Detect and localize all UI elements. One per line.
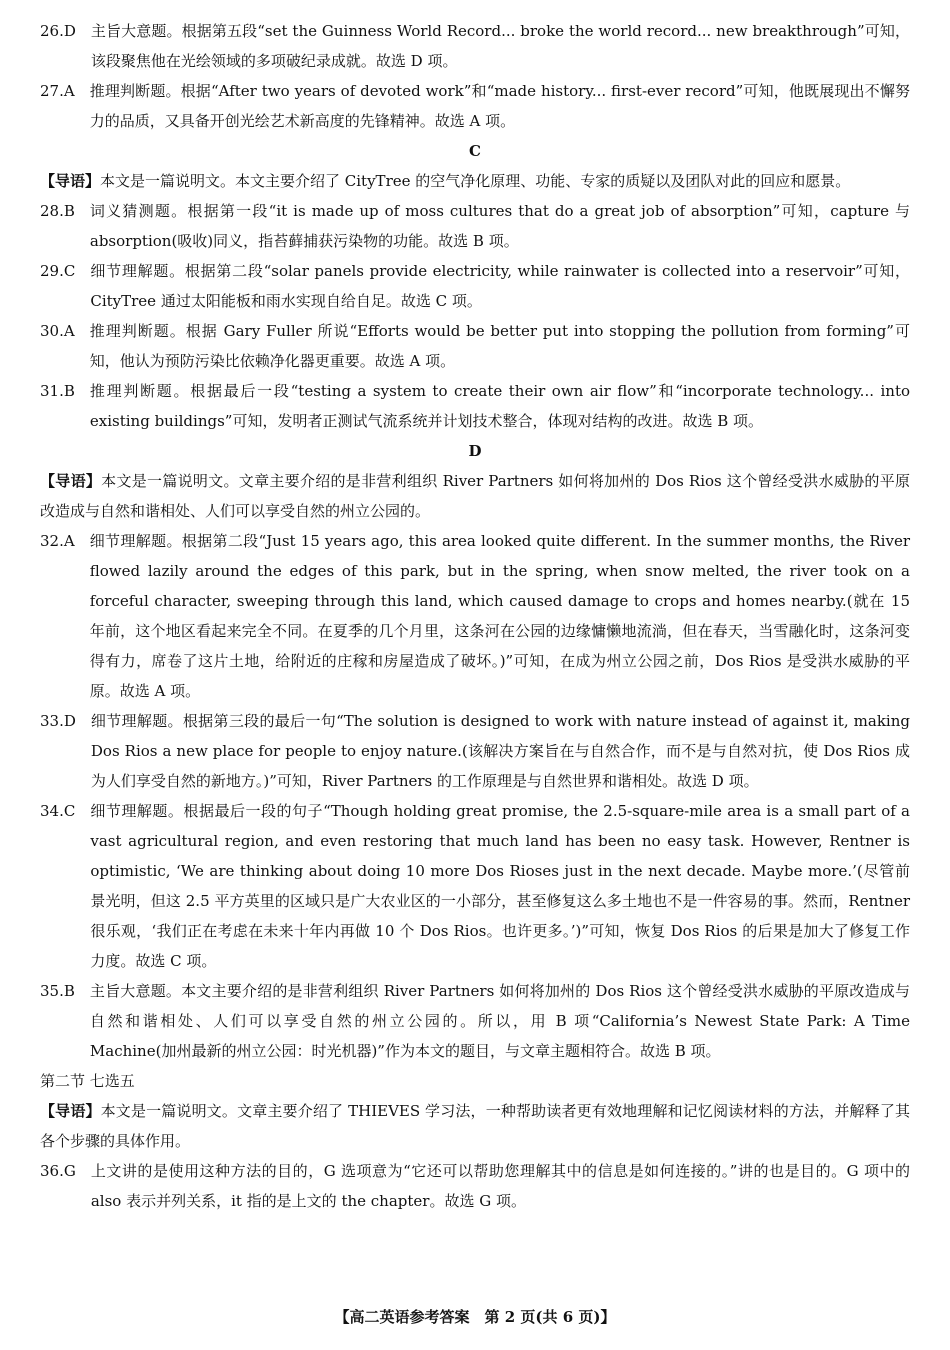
answer-item — [40, 256, 910, 316]
answer-explanation: 细节理解题。根据第二段“Just 15 years ago, this area looked quite different. In the summer months, the River flowed lazily around the edges of this park, but in the spring, when snow melted, the river took on a forceful character, sweeping through this land, which caused damage to crops and homes nearby.(就在 15 年前，这个地区看起来完全不同。在夏季的几个月里，这条河在公园的边缘慵懒地流淌，但在春天，当雪融化时，这条河变得有力，席卷了这片土地，给附近的庄稼和房屋造成了破坏。)”可知，在成为州立公园之前，Dos Rios 是受洪水威胁的平原。故选 A 项。 — [89, 532, 910, 700]
answer-explanation: 细节理解题。根据第三段的最后一句“The solution is designed to work with nature instead of against it, making Dos Rios a new place for people to enjoy nature.(该解决方案旨在与自然合作，而不是与自然对抗，使 Dos Rios 成为人们享受自然的新地方。)”可知，River Partners 的工作原理是与自然世界和谐相处。故选 D 项。 — [90, 712, 910, 790]
answer-number: 26.D — [40, 22, 91, 40]
answer-explanation: 细节理解题。根据最后一段的句子“Though holding great promise, the 2.5-square-mile area is a small part of a vast agricultural region, and even restoring that much land has been no easy task. However, Rentner is optimistic, ‘We are thinking about doing 10 more Dos Rioses just in the next decade. Maybe more.’(尽管前景光明，但这 2.5 平方英里的区域只是广大农业区的一小部分，甚至修复这么多土地也不是一件容易的事。然而，Rentner 很乐观，‘我们正在考虑在未来十年内再做 10 个 Dos Rios。也许更多。’)”可知，恢复 Dos Rios 的后果是加大了修复工作力度。故选 C 项。 — [90, 802, 910, 970]
answer-number: 29.C — [40, 262, 91, 280]
guide-tag: 【导语】 — [40, 172, 101, 190]
answer-explanation: 词义猜测题。根据第一段“it is made up of moss cultures that do a great job of absorption”可知，capture 与 absorption(吸收)同义，指苔藓捕获污染物的功能。故选 B 项。 — [89, 202, 910, 250]
answer-explanation: 推理判断题。根据 Gary Fuller 所说“Efforts would be better put into stopping the pollution from forming”可知，他认为预防污染比依赖净化器更重要。故选 A 项。 — [89, 322, 910, 370]
answer-item — [40, 976, 910, 1066]
answer-number: 33.D — [40, 712, 91, 730]
answer-content — [40, 16, 910, 1216]
answer-item — [40, 706, 910, 796]
answer-number: 30.A — [40, 322, 90, 340]
answer-explanation: 细节理解题。根据第二段“solar panels provide electricity, while rainwater is collected into a reservoir”可知，CityTree 通过太阳能板和雨水实现自给自足。故选 C 项。 — [90, 262, 910, 310]
answer-item — [40, 76, 910, 136]
guide-paragraph — [40, 466, 910, 526]
answer-item — [40, 16, 910, 76]
guide-text: 本文是一篇说明文。本文主要介绍了 CityTree 的空气净化原理、功能、专家的质疑以及团队对此的回应和愿景。 — [100, 172, 851, 190]
answer-explanation: 上文讲的是使用这种方法的目的，G 选项意为“它还可以帮助您理解其中的信息是如何连接的。”讲的也是目的。G 项中的 also 表示并列关系，it 指的是上文的 the chapter。故选 G 项。 — [90, 1162, 910, 1210]
answer-explanation: 推理判断题。根据最后一段“testing a system to create their own air flow”和“incorporate technology... into existing buildings”可知，发明者正测试气流系统并计划技术整合，体现对结构的改进。故选 B 项。 — [89, 382, 910, 430]
answer-number: 36.G — [40, 1162, 91, 1180]
answer-explanation: 推理判断题。根据“After two years of devoted work”和“made history... first-ever record”可知，他既展现出不懈努力的品质，又具备开创光绘艺术新高度的先锋精神。故选 A 项。 — [89, 82, 910, 130]
answer-item — [40, 526, 910, 706]
answer-number: 32.A — [40, 532, 90, 550]
answer-item — [40, 376, 910, 436]
section-heading: C — [469, 142, 481, 160]
guide-tag: 【导语】 — [40, 472, 102, 490]
answer-number: 34.C — [40, 802, 91, 820]
answer-item — [40, 196, 910, 256]
answer-number: 28.B — [40, 202, 90, 220]
page-footer: 【高二英语参考答案 第 2 页(共 6 页)】 — [334, 1308, 616, 1326]
answer-explanation: 主旨大意题。根据第五段“set the Guinness World Record... broke the world record... new breakthrough”可知，该段聚焦他在光绘领域的多项破纪录成就。故选 D 项。 — [90, 22, 910, 70]
guide-paragraph — [40, 166, 910, 196]
answer-number: 35.B — [40, 982, 90, 1000]
guide-text: 本文是一篇说明文。文章主要介绍了 THIEVES 学习法，一种帮助读者更有效地理解和记忆阅读材料的方法，并解释了其各个步骤的具体作用。 — [40, 1102, 910, 1150]
subsection-title: 第二节 七选五 — [40, 1072, 135, 1090]
guide-tag: 【导语】 — [40, 1102, 101, 1120]
answer-item — [40, 316, 910, 376]
guide-text: 本文是一篇说明文。文章主要介绍的是非营利组织 River Partners 如何将加州的 Dos Rios 这个曾经受洪水威胁的平原改造成与自然和谐相处、人们可以享受自然的州立公园的。 — [40, 472, 910, 520]
answer-number: 31.B — [40, 382, 90, 400]
guide-paragraph — [40, 1096, 910, 1156]
answer-explanation: 主旨大意题。本文主要介绍的是非营利组织 River Partners 如何将加州的 Dos Rios 这个曾经受洪水威胁的平原改造成与自然和谐相处、人们可以享受自然的州立公园的。所以，用 B 项“California’s Newest State Park: A Time Machine(加州最新的州立公园：时光机器)”作为本文的题目，与文章主题相符合。故选 B 项。 — [89, 982, 910, 1060]
section-heading: D — [468, 442, 482, 460]
answer-number: 27.A — [40, 82, 90, 100]
answer-item — [40, 796, 910, 976]
answer-item — [40, 1156, 910, 1216]
